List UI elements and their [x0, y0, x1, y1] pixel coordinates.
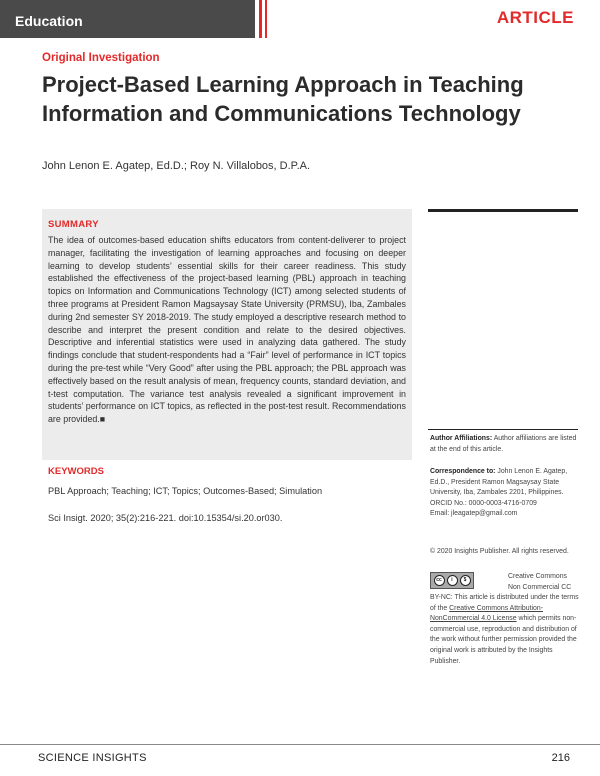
journal-name: SCIENCE INSIGHTS — [38, 752, 147, 764]
affiliations-text: Author affiliations are listed at the end of this article. — [430, 435, 577, 453]
article-type-label: ARTICLE — [496, 8, 574, 27]
author-affiliations — [430, 434, 580, 455]
keywords-heading: KEYWORDS — [48, 466, 104, 477]
section-bar — [0, 0, 255, 38]
sidebar-rule-mid — [428, 429, 578, 430]
cc-title: Creative Commons Non Commercial CC — [508, 573, 572, 591]
cc-icon: cc — [434, 575, 445, 586]
author-list: John Lenon E. Agatep, Ed.D.; Roy N. Villalobos, D.P.A. — [42, 160, 311, 172]
copyright-text: © 2020 Insights Publisher. All rights reserved. — [430, 548, 569, 555]
license-text — [430, 593, 580, 667]
license-lead: BY-NC: This article is distributed under the terms of the — [430, 594, 579, 612]
keywords-text: PBL Approach; Teaching; ICT; Topics; Outcomes-Based; Simulation — [48, 486, 323, 496]
summary-text: The idea of outcomes-based education shifts educators from content-deliverer to project manager, facilitating the investigation of learning approaches and focusing on deeper learning to develop students’ essential skills for their career readiness. This study established the effectiveness of the project-based learning (PBL) approach in teaching topics on Information and Communications Technology (ICT) among selected students of three programs at President Ramon Magsaysay State University (PRMSU), Iba, Zambales during 2nd semester SY 2018-2019. The study employed a descriptive research method to describe and interpret the present condition and relate to the desired objectives. Descriptive and inferential statistics were used in analyzing data gathered. The study findings conclude that student-respondents had a “Fair” level of performance in ICT topics during the pre-test while “Very Good” after using the PBL approach; the PBL approach was effectively based on the result analysis of mean, frequency counts, standard deviation, and t-test computation. The variance test analysis revealed a significant improvement in students’ performance on ICT topics, as reflected in the post-test result. Recommendations are provided.■ — [48, 235, 406, 425]
nc-icon: $ — [460, 575, 471, 586]
affiliations-label: Author Affiliations: — [430, 435, 493, 442]
correspondence-label: Correspondence to: — [430, 468, 496, 475]
correspondence-block — [430, 467, 580, 520]
cc-license-badge[interactable] — [430, 572, 474, 589]
citation-line: Sci Insigt. 2020; 35(2):216-221. doi:10.15354/si.20.or030. — [48, 513, 283, 523]
sidebar-rule-top — [428, 209, 578, 212]
email-text[interactable]: Email: jleagatep@gmail.com — [430, 510, 518, 518]
license-tail: which permits non-commercial use, reproduction and distribution of the work without further permission provided the original work is attributed by the Insights Publisher. — [430, 615, 577, 665]
page-number: 216 — [551, 752, 570, 764]
summary-heading: SUMMARY — [48, 219, 99, 230]
by-icon: i — [447, 575, 458, 586]
article-kicker: Original Investigation — [42, 52, 160, 64]
accent-stripe-thin — [265, 0, 267, 38]
accent-stripe — [259, 0, 262, 38]
footer-rule — [0, 744, 600, 745]
article-title: Project-Based Learning Approach in Teaching Information and Communications Technology — [42, 72, 524, 126]
license-link[interactable]: Creative Commons Attribution-NonCommercial 4.0 License — [430, 604, 543, 623]
correspondence-text: John Lenon E. Agatep, Ed.D., President Ramon Magsaysay State University, Iba, Zambales 2201, Philippines. ORCID No.: 0000-0003-4716-0709 — [430, 468, 568, 507]
section-label: Education — [15, 13, 83, 29]
